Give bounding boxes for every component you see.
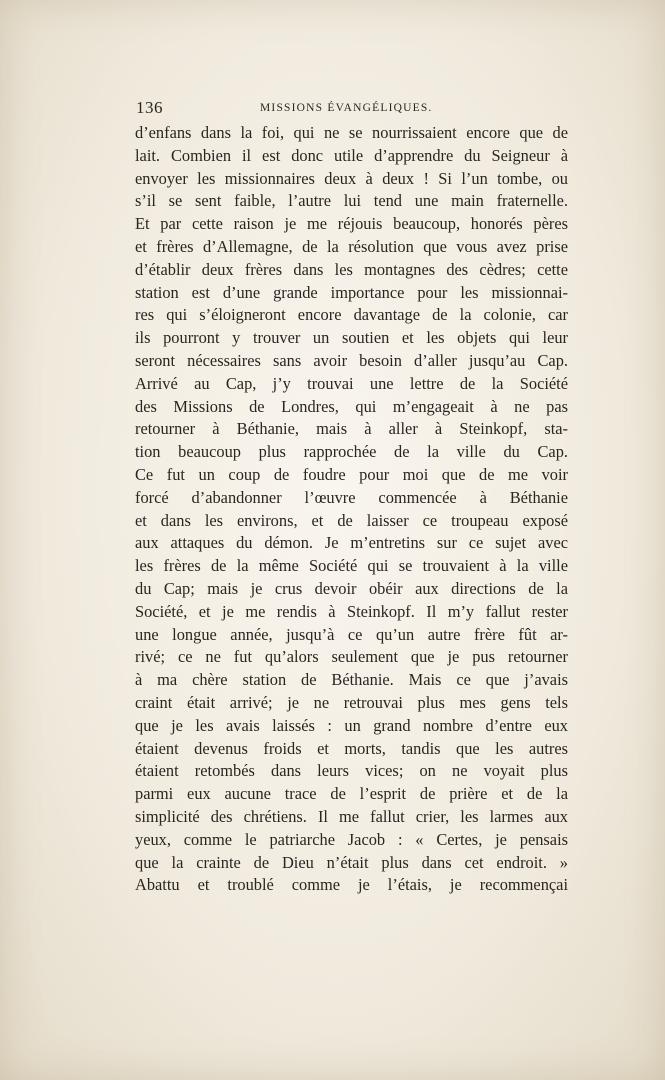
text-line: res qui s’éloigneront encore davantage de la colonie, car — [135, 305, 568, 325]
text-line: Arrivé au Cap, j’y trouvai une lettre de la Société — [135, 373, 568, 393]
running-title: MISSIONS ÉVANGÉLIQUES. — [260, 102, 433, 114]
text-line: tion beaucoup plus rapprochée de la ville du Cap. — [135, 442, 568, 462]
text-line: s’il se sent faible, l’autre lui tend une main fraternelle. — [135, 191, 568, 211]
text-line: simplicité des chrétiens. Il me fallut crier, les larmes aux — [135, 806, 568, 826]
text-line: étaient retombés dans leurs vices; on ne voyait plus — [135, 761, 568, 781]
text-line: que la crainte de Dieu n’était plus dans cet endroit. » — [135, 852, 568, 872]
text-line: Abattu et troublé comme je l’étais, je recommençai — [135, 875, 568, 895]
text-line: rivé; ce ne fut qu’alors seulement que je pus retourner — [135, 647, 568, 667]
text-line: et dans les environs, et de laisser ce troupeau exposé — [135, 510, 568, 530]
text-line: d’établir deux frères dans les montagnes des cèdres; cette — [135, 259, 568, 279]
text-line: une longue année, jusqu’à ce qu’un autre frère fût ar- — [135, 624, 568, 644]
text-line: des Missions de Londres, qui m’engageait à ne pas — [135, 396, 568, 416]
text-line: yeux, comme le patriarche Jacob : « Certes, je pensais — [135, 829, 568, 849]
text-line: seront nécessaires sans avoir besoin d’aller jusqu’au Cap. — [135, 350, 568, 370]
text-line: ils pourront y trouver un soutien et les objets qui leur — [135, 328, 568, 348]
text-line: du Cap; mais je crus devoir obéir aux directions de la — [135, 578, 568, 598]
text-line: Société, et je me rendis à Steinkopf. Il m’y fallut rester — [135, 601, 568, 621]
text-line: envoyer les missionnaires deux à deux ! Si l’un tombe, ou — [135, 168, 568, 188]
text-line: d’enfans dans la foi, qui ne se nourrissaient encore que de — [135, 123, 568, 142]
text-line: forcé d’abandonner l’œuvre commencée à Béthanie — [135, 487, 568, 507]
text-line: station est d’une grande importance pour les missionnai- — [135, 282, 568, 302]
text-line: à ma chère station de Béthanie. Mais ce que j’avais — [135, 670, 568, 690]
text-line: craint était arrivé; je ne retrouvai plus mes gens tels — [135, 692, 568, 712]
text-line: parmi eux aucune trace de l’esprit de prière et de la — [135, 784, 568, 804]
text-line: les frères de la même Société qui se trouvaient à la ville — [135, 556, 568, 576]
text-line: que je les avais laissés : un grand nombre d’entre eux — [135, 715, 568, 735]
body-text — [135, 122, 568, 897]
text-line: aux attaques du démon. Je m’entretins sur ce sujet avec — [135, 533, 568, 553]
text-line: Et par cette raison je me réjouis beaucoup, honorés pères — [135, 214, 568, 234]
text-line: étaient devenus froids et morts, tandis que les autres — [135, 738, 568, 758]
text-line: Ce fut un coup de foudre pour moi que de me voir — [135, 464, 568, 484]
text-line: lait. Combien il est donc utile d’apprendre du Seigneur à — [135, 145, 568, 165]
text-line: retourner à Béthanie, mais à aller à Steinkopf, sta- — [135, 419, 568, 439]
page-number: 136 — [136, 98, 163, 117]
text-line: et frères d’Allemagne, de la résolution que vous avez prise — [135, 236, 568, 256]
running-head — [136, 98, 568, 122]
